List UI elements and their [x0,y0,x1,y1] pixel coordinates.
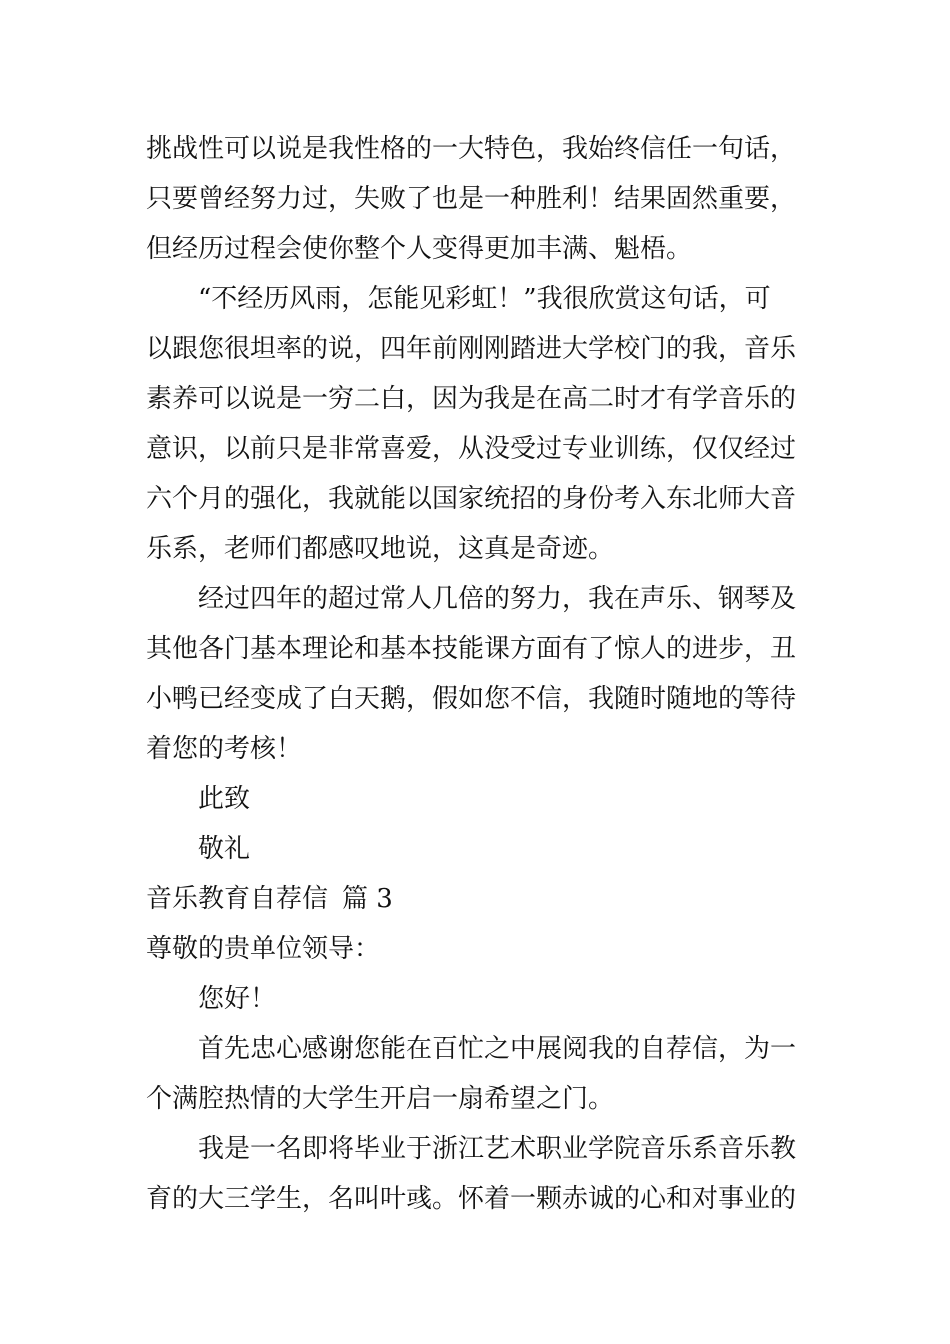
paragraph-line: 其他各门基本理论和基本技能课方面有了惊人的进步，丑 [146,634,797,664]
greeting: 您好！ [198,984,277,1014]
salutation: 尊敬的贵单位领导： [146,934,381,964]
section-number: 篇 3 [342,884,393,914]
section-title: 音乐教育自荐信 [146,884,329,914]
document-page [146,124,806,1224]
paragraph-line: 小鸭已经变成了白天鹅，假如您不信，我随时随地的等待 [146,684,797,714]
paragraph-line: “不经历风雨，怎能见彩虹！”我很欣赏这句话，可 [198,284,771,314]
paragraph-line: 乐系，老师们都感叹地说，这真是奇迹。 [146,534,615,564]
paragraph-line: 着您的考核！ [146,734,303,764]
paragraph-line: 育的大三学生，名叫叶彧。怀着一颗赤诚的心和对事业的 [146,1184,797,1214]
paragraph-line: 我是一名即将毕业于浙江艺术职业学院音乐系音乐教 [198,1134,797,1164]
paragraph-line: 以跟您很坦率的说，四年前刚刚踏进大学校门的我，音乐 [146,334,797,364]
paragraph-line: 经过四年的超过常人几倍的努力，我在声乐、钢琴及 [198,584,797,614]
paragraph-line: 首先忠心感谢您能在百忙之中展阅我的自荐信，为一 [198,1034,797,1064]
paragraph-line: 六个月的强化，我就能以国家统招的身份考入东北师大音 [146,484,797,514]
paragraph-line: 挑战性可以说是我性格的一大特色，我始终信任一句话， [146,134,797,164]
paragraph-line: 个满腔热情的大学生开启一扇希望之门。 [146,1084,615,1114]
paragraph-line: 意识，以前只是非常喜爱，从没受过专业训练，仅仅经过 [146,434,797,464]
closing-line: 此致 [198,784,251,814]
closing-line: 敬礼 [198,834,251,864]
section-heading [146,874,806,924]
paragraph-line: 但经历过程会使你整个人变得更加丰满、魁梧。 [146,234,693,264]
paragraph-line: 只要曾经努力过，失败了也是一种胜利！结果固然重要， [146,184,797,214]
paragraph-line: 素养可以说是一穷二白，因为我是在高二时才有学音乐的 [146,384,797,414]
